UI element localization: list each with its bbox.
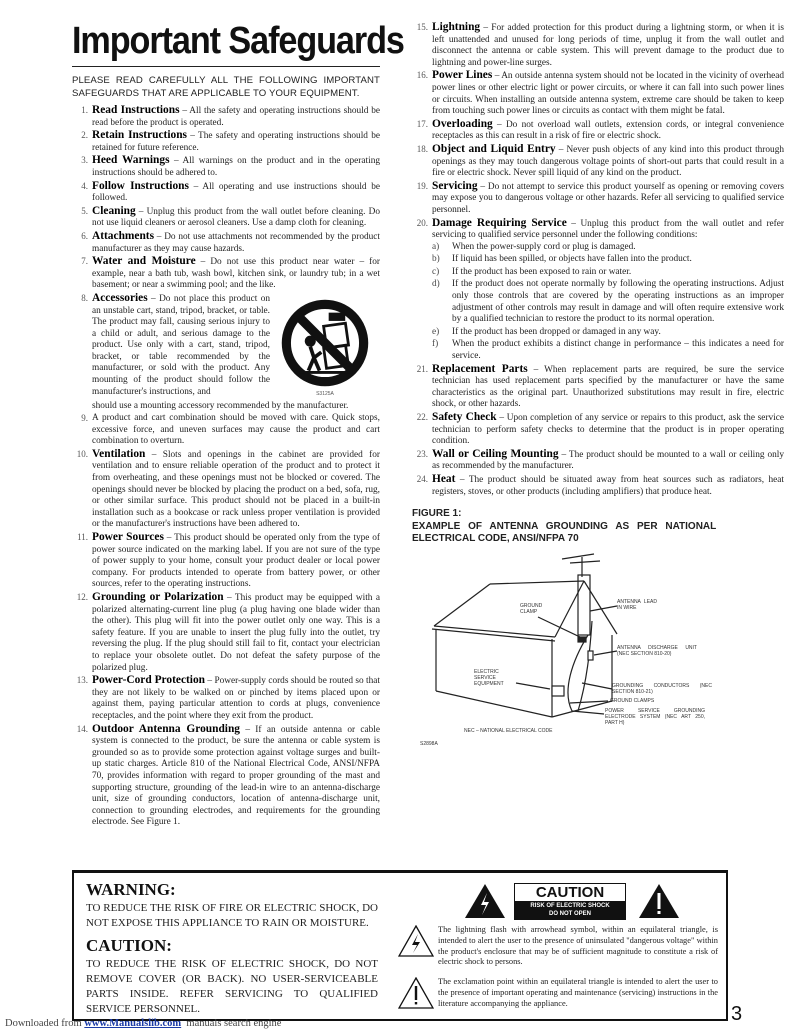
sub-item: c) If the product has been exposed to rain or water. [432, 266, 632, 277]
figure-code: S2898A [420, 741, 438, 748]
list-item-accessories: 8. Accessories – Do not place this product on an unstable cart, stand, tripod, bracket, or table. The product may fall, causing serious injury to a child or adult, and serious damage to the product. Use only with a cart, stand, tripod, bracket, or table recommended by the manufacturer, or sold with the product. Any mounting of the product should follow the manufacturer's instructions, and S3125A should use a mounting accessory recommended by the manufacturer. [72, 293, 380, 412]
left-column [72, 20, 404, 830]
label-electric-service: ELECTRIC SERVICE EQUIPMENT [474, 669, 504, 688]
figure-title: FIGURE 1: EXAMPLE OF ANTENNA GROUNDING AS PER NATIONAL ELECTRICAL CODE, ANSI/NFPA 70 [412, 508, 717, 544]
exclamation-outline-icon [398, 977, 434, 1009]
list-item: 18. Object and Liquid Entry – Never push objects of any kind into this product through openings as they may touch dangerous voltage points of short-out parts that could result in a fire or electric shock. Never spill liquid of any kind on the product. [416, 142, 784, 179]
list-item: 3. Heed Warnings – All warnings on the product and in the operating instructions should be adhered to. [81, 154, 380, 178]
warning-heading: WARNING: [86, 880, 176, 899]
right-column [412, 22, 784, 751]
label-discharge-unit: ANTENNA DISCHARGE UNIT (NEC SECTION 810-20) [617, 645, 697, 658]
cart-warning-figure: S3125A [270, 297, 380, 401]
warning-box [74, 873, 392, 1019]
caution-text: TO REDUCE THE RISK OF ELECTRIC SHOCK, DO NOT REMOVE COVER (OR BACK). NO USER-SERVICEABLE PARTS INSIDE. REFER SERVICING TO QUALIFIED SERVICE PERSONNEL. [86, 958, 378, 1015]
list-item: 21. Replacement Parts – When replacement parts are required, be sure the service technician has used replacement parts specified by the manufacturer or have the same characteristics as the original part. Unauthorized substitutions may result in fire, electric shock, or other hazards. [416, 362, 785, 410]
warning-caution-panel [72, 870, 728, 1021]
list-item: 24. Heat – The product should be situated away from heat sources such as radiators, heat registers, stoves, or other products (including amplifiers) that produce heat. [416, 472, 784, 497]
list-item: 6. Attachments – Do not use attachments not recommended by the product manufacturer as they may cause hazards. [81, 229, 380, 254]
sub-item: a) When the power-supply cord or plug is damaged. [432, 241, 636, 252]
list-item: 23. Wall or Ceiling Mounting – The product should be mounted to a wall or ceiling only as recommended by the manufacturer. [416, 447, 784, 472]
intro-text: PLEASE READ CAREFULLY ALL THE FOLLOWING IMPORTANT SAFEGUARDS THAT ARE APPLICABLE TO YOUR EQUIPMENT. [72, 75, 380, 99]
list-item: 4. Follow Instructions – All operating and use instructions should be followed. [81, 179, 380, 204]
antenna-grounding-diagram [412, 551, 784, 751]
safeguard-list-left [72, 105, 380, 829]
sub-item: b) If liquid has been spilled, or objects have fallen into the product. [432, 254, 692, 265]
caution-label: CAUTION RISK OF ELECTRIC SHOCK DO NOT OPEN [514, 883, 626, 920]
list-item: 11. Power Sources – This product should be operated only from the type of power source indicated on the marking label. If you are not sure of the type of power supply to your home, consult your product dealer or local power company. For products intended to operate from battery power, or other sources, refer to the operating instructions. [77, 531, 380, 590]
label-ground-clamps: GROUND CLAMPS [610, 698, 655, 705]
cart-tipover-warning-icon [279, 297, 371, 389]
list-item: 5. Cleaning – Unplug this product from the wall outlet before cleaning. Do not use liquid cleaners or aerosol cleaners. Use a damp cloth for cleaning. [81, 204, 380, 229]
label-ground-clamp: GROUND CLAMP [520, 603, 543, 616]
list-item: 22. Safety Check – Upon completion of any service or repairs to this product, ask the service technician to perform safety checks to determine that the product is in proper operating condition. [416, 411, 784, 447]
list-item: 19. Servicing – Do not attempt to service this product yourself as opening or removing covers may expose you to dangerous voltage or other hazards. Refer all servicing to qualified service personnel. [416, 179, 784, 215]
caution-symbols-box: CAUTION RISK OF ELECTRIC SHOCK DO NOT OPEN The lightning flash with arrowhead symbol, within an equilateral triangle, is intended to alert the user to the presence of uninsulated "dangerous voltage" within the product's enclosure that may be of sufficient magnitude to constitute a risk of electric shock to persons. The exclamation point within an equilateral triangle is intended to alert the user to the presence of important operating and maintenance (servicing) instructions in the literature accompanying the appliance. [394, 873, 724, 1019]
label-antenna-lead: ANTENNA LEAD IN WIRE [617, 599, 657, 612]
title-rule [72, 66, 380, 67]
list-item: 14. Outdoor Antenna Grounding – If an outside antenna or cable system is connected to the product, be sure the antenna or cable system is grounded so as to provide some protection against voltage surges and built-up static charges. Article 810 of the National Electrical Code, ANSI/NFPA 70, provides information with regard to proper grounding of the mast and supporting structure, grounding of the lead-in wire to an antenna-discharge unit, size of grounding conductors, location of antenna-discharge unit, connection to grounding electrodes, and requirements for the grounding electrode. See Figure 1. [76, 722, 380, 828]
list-item: 1. Read Instructions – All the safety and operating instructions should be read before the product is operated. [81, 104, 380, 128]
lightning-outline-icon [398, 925, 434, 957]
page-number: 3 [731, 1003, 743, 1025]
caution-heading: CAUTION: [86, 936, 172, 955]
label-power-service: POWER SERVICE GROUNDING ELECTRODE SYSTEM (NEC ART 250, PART H) [605, 708, 705, 727]
sub-item: d) If the product does not operate normally by following the operating instructions. Adjust only those controls that are covered by the operating instructions as an improper adjustment of other controls may result in damage and will often require extensive work by a qualified technician to restore the product to its normal operation. [432, 279, 784, 325]
list-item: 20. Damage Requiring Service – Unplug this product from the wall outlet and refer servicing to qualified service personnel under the following conditions: a) When the power-supply cord or plug is damaged. b) If liquid has been spilled, or objects have fallen into the product. c) If the product has been exposed to rain or water. d) If the product does not operate normally by following the operating instructions. Adjust only those controls that are covered by the operating instructions as an improper adjustment of other controls may result in damage and will often require extensive work by a qualified technician to restore the product to its normal operation. e) If the product has been dropped or damaged in any way. f) When the product exhibits a distinct change in performance – this indicates a need for service. [416, 216, 784, 362]
warning-text: TO REDUCE THE RISK OF FIRE OR ELECTRIC SHOCK, DO NOT EXPOSE THIS APPLIANCE TO RAIN OR MOISTURE. [86, 902, 378, 929]
safeguard-list-right [412, 22, 784, 498]
list-item: 9. A product and cart combination should be moved with care. Quick stops, excessive force, and uneven surfaces may cause the product and cart combination to overturn. [81, 413, 380, 447]
caution-label-row [464, 883, 724, 919]
list-item: 13. Power-Cord Protection – Power-supply cords should be routed so that they are not likely to be walked on or pinched by items placed upon or against them, paying particular attention to cords at plugs, convenience receptacles, and the point where they exit from the product. [76, 674, 380, 721]
list-item: 10. Ventilation – Slots and openings in the cabinet are provided for ventilation and to ensure reliable operation of the product and to protect it from overheating, and these openings must not be blocked or covered. The openings should never be blocked by placing the product on a bed, sofa, rug, or other similar surface. This product should not be placed in a built-in installation such as a bookcase or rack unless proper ventilation is provided or the manufacturer's instructions have been adhered to. [76, 447, 380, 530]
page-title: Important Safeguards [72, 20, 404, 62]
exclamation-triangle-icon [638, 883, 680, 919]
list-item: 17. Overloading – Do not overload wall outlets, extension cords, or integral convenience receptacles as this can result in a risk of fire or electric shock. [416, 117, 784, 142]
sub-item: e) If the product has been dropped or damaged in any way. [432, 326, 661, 337]
label-grounding-conductors: GROUNDING CONDUCTORS (NEC SECTION 810-21) [612, 683, 712, 696]
service-conditions-list [432, 242, 784, 363]
list-item: 12. Grounding or Polarization – This product may be equipped with a polarized alternating-current line plug (a plug having one blade wider than the other). This plug will fit into the power outlet only one way. This is a safety feature. If you are unable to insert the plug fully into the outlet, try reversing the plug. If the plug should still fail to fit, contact your electrician to replace your obsolete outlet. Do not defeat the safety purpose of the polarized plug. [76, 591, 381, 673]
house-antenna-illustration [412, 551, 784, 751]
list-item: 2. Retain Instructions – The safety and operating instructions should be retained for future reference. [81, 129, 380, 153]
list-item: 7. Water and Moisture – Do not use this product near water – for example, near a bath tub, wash bowl, kitchen sink, or laundry tub; in a wet basement; or near a swimming pool; and the like. [81, 255, 380, 291]
sub-item: f) When the product exhibits a distinct change in performance – this indicates a need for service. [432, 339, 784, 362]
list-item: 16. Power Lines – An outside antenna system should not be located in the vicinity of overhead power lines or other electric light or power circuits, or where it can fall into such power lines or circuits. When installing an outside antenna system, extreme care should be taken to keep from touching such power lines or circuits as contact with them might be fatal. [416, 69, 784, 117]
list-item: 15. Lightning – For added protection for this product during a lightning storm, or when it is left unattended and unused for long periods of time, unplug it from the wall outlet and disconnect the antenna or cable system. This will prevent damage to the product due to lightning and power-line surges. [416, 21, 784, 68]
download-footer: Downloaded from www.Manualslib.com manuals search engine [5, 1018, 282, 1029]
label-nec-note: NEC – NATIONAL ELECTRICAL CODE [464, 728, 553, 735]
lightning-triangle-icon [464, 883, 506, 919]
manualslib-link[interactable]: www.Manualslib.com [84, 1018, 182, 1029]
